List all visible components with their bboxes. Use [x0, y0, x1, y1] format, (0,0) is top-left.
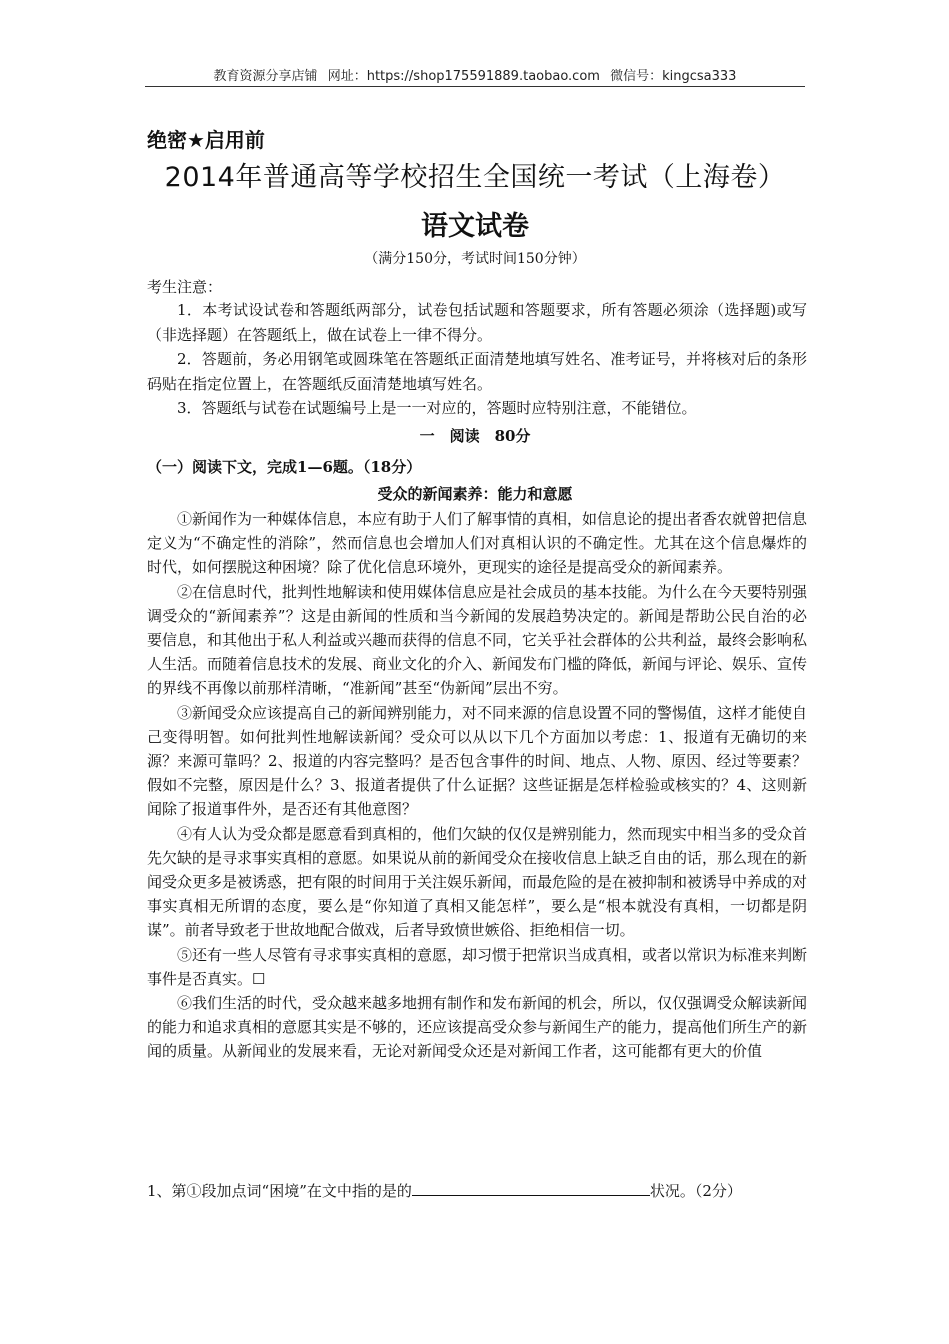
notice-item: 2．答题前，务必用钢笔或圆珠笔在答题纸正面清楚地填写姓名、准考证号，并将核对后的条形码贴在指定位置上，在答题纸反面清楚地填写姓名。	[147, 350, 807, 393]
notice-list	[147, 298, 807, 421]
header-url: 网址：https://shop175591889.taobao.com	[327, 69, 600, 84]
page-header	[145, 65, 805, 84]
notice-item: 3．答题纸与试卷在试题编号上是一一对应的，答题时应特别注意，不能错位。	[177, 399, 697, 417]
article-paragraph: ④有人认为受众都是愿意看到真相的，他们欠缺的仅仅是辨别能力，然而现实中相当多的受众首先欠缺的是寻求事实真相的意愿。如果说从前的新闻受众在接收信息上缺乏自由的话，那么现在的新闻受众更多是被诱惑，把有限的时间用于关注娱乐新闻，而最危险的是在被抑制和被诱导中养成的对事实真相无所谓的态度，要么是“你知道了真相又能怎样”，要么是“根本就没有真相，一切都是阴谋”。前者导致老于世故地配合做戏，后者导致愤世嫉俗、拒绝相信一切。	[147, 824, 808, 940]
article-title: 受众的新闻素养：能力和意愿	[377, 485, 573, 503]
score-time-note: （满分150分，考试时间150分钟）	[364, 251, 586, 267]
article-paragraph: ⑤还有一些人尽管有寻求事实真相的意愿，却习惯于把常识当成真相，或者以常识为标准来判断事件是否真实。☐	[147, 945, 808, 988]
header-wechat: 微信号：kingcsa333	[610, 69, 737, 84]
notice-item: 1．本考试设试卷和答题纸两部分，试卷包括试题和答题要求，所有答题必须涂（选择题)或写（非选择题）在答题纸上，做在试卷上一律不得分。	[147, 301, 807, 344]
exam-subtitle: 语文试卷	[421, 211, 529, 242]
header-divider	[145, 86, 805, 87]
answer-blank[interactable]	[412, 1180, 650, 1196]
article-paragraph: ③新闻受众应该提高自己的新闻辨别能力，对不同来源的信息设置不同的警惕值，这样才能使自己变得明智。如何批判性地解读新闻？受众可以从以下几个方面加以考虑：1、报道有无确切的来源？来源可靠吗？2、报道的内容完整吗？是否包含事件的时间、地点、人物、原因、经过等要素？假如不完整，原因是什么？3、报道者提供了什么证据？这些证据是怎样检验或核实的？4、这则新闻除了报道事件外，是否还有其他意图？	[147, 703, 808, 819]
article-paragraph: ①新闻作为一种媒体信息，本应有助于人们了解事情的真相，如信息论的提出者香农就曾把信息定义为“不确定性的消除”，然而信息也会增加人们对真相认识的不确定性。尤其在这个信息爆炸的时代，如何摆脱这种困境？除了优化信息环境外，更现实的途径是提高受众的新闻素养。	[147, 510, 808, 577]
article-paragraph: ②在信息时代，批判性地解读和使用媒体信息应是社会成员的基本技能。为什么在今天要特别强调受众的“新闻素养”？这是由新闻的性质和当今新闻的发展趋势决定的。新闻是帮助公民自治的必要信息，和其他出于私人利益或兴趣而获得的信息不同，它关乎社会群体的公共利益，最终会影响私人生活。而随着信息技术的发展、商业文化的介入、新闻发布门槛的降低，新闻与评论、娱乐、宣传的界线不再像以前那样清晰，“准新闻”甚至“伪新闻”层出不穷。	[147, 582, 808, 698]
section-heading: 一 阅读 80分	[419, 427, 531, 445]
notice-heading: 考生注意：	[147, 278, 223, 296]
question-prefix: 1、第①段加点词“困境”在文中指的是的	[147, 1182, 412, 1200]
article-paragraph: ⑥我们生活的时代，受众越来越多地拥有制作和发布新闻的机会，所以，仅仅强调受众解读新闻的能力和追求真相的意愿其实是不够的，还应该提高受众参与新闻生产的能力，提高他们所生产的新闻的质量。从新闻业的发展来看，无论对新闻受众还是对新闻工作者，这可能都有更大的价值	[147, 994, 808, 1061]
article-body	[147, 507, 807, 1064]
exam-title: 2014年普通高等学校招生全国统一考试（上海卷）	[164, 162, 786, 193]
question-suffix: 状况。（2分）	[649, 1182, 742, 1200]
question-1	[147, 1180, 807, 1201]
part-heading: （一）阅读下文，完成1—6题。（18分）	[147, 458, 422, 476]
secret-label: 绝密★启用前	[147, 128, 265, 152]
header-shop: 教育资源分享店铺	[213, 69, 318, 84]
